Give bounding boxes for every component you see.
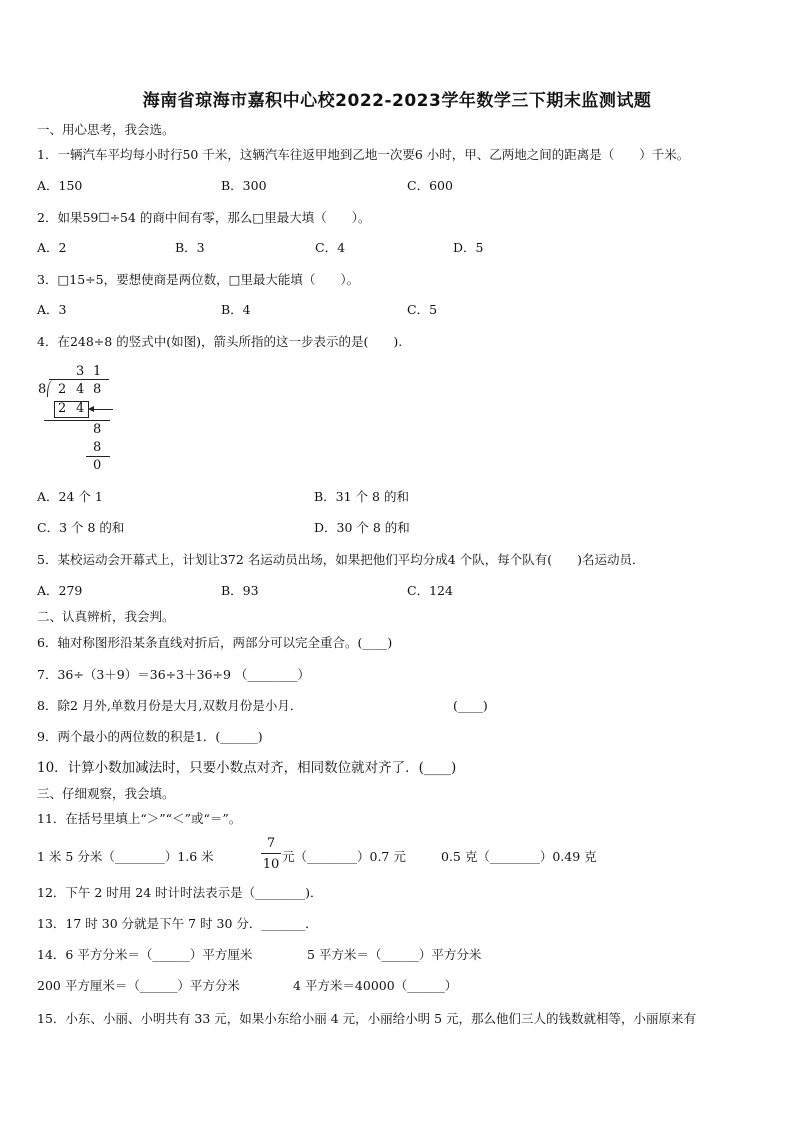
q4-option-b: B．31 个 8 的和 <box>314 489 409 504</box>
q8-answer-blank: (____) <box>453 698 488 713</box>
partial-product-digit: 2 <box>58 401 67 416</box>
question-5: 5．某校运动会开幕式上，计划让372 名运动员出场，如果把他们平均分成4 个队，每个队有( )名运动员． <box>37 552 645 567</box>
question-13: 13．17 时 30 分就是下午 7 时 30 分．_______． <box>37 916 318 931</box>
question-14-d: 4 平方米＝40000（______） <box>293 978 458 993</box>
question-1: 1．一辆汽车平均每小时行50 千米，这辆汽车往返甲地到乙地一次要6 小时，甲、乙两地之间的距离是（ ）千米。 <box>37 147 690 162</box>
question-4: 4．在248÷8 的竖式中(如图)，箭头所指的这一步表示的是( ). <box>37 334 403 349</box>
question-14-a: 14．6 平方分米＝（______）平方厘米 <box>37 947 253 962</box>
division-bar <box>49 379 109 380</box>
question-2: 2．如果59☐÷54 的商中间有零，那么□里最大填（ ）。 <box>37 210 371 225</box>
question-14-c: 200 平方厘米＝（______）平方分米 <box>37 978 240 993</box>
fraction-denominator: 10 <box>262 857 280 872</box>
q2-option-a: A．2 <box>37 240 67 255</box>
partial-product-digit: 4 <box>76 401 85 416</box>
fraction-bar <box>261 853 281 854</box>
q3-option-a: A．3 <box>37 302 67 317</box>
arrow-line <box>93 409 113 410</box>
section-heading-3: 三、仔细观察，我会填。 <box>37 786 175 801</box>
question-14-b: 5 平方米＝（______）平方分米 <box>307 947 482 962</box>
q4-option-c: C．3 个 8 的和 <box>37 520 125 535</box>
quotient-digit: 1 <box>93 364 102 379</box>
q3-option-c: C．5 <box>407 302 438 317</box>
question-15: 15．小东、小丽、小明共有 33 元，如果小东给小丽 4 元，小丽给小明 5 元，那么他们三人的钱数就相等，小丽原来有 <box>37 1011 697 1026</box>
question-9: 9．两个最小的两位数的积是1．(______) <box>37 729 263 744</box>
section-heading-2: 二、认真辨析，我会判。 <box>37 609 175 624</box>
partial-product-digit: 8 <box>93 440 102 455</box>
quotient-digit: 3 <box>76 364 85 379</box>
dividend-digit: 2 <box>58 382 67 397</box>
question-7: 7．36÷（3＋9）＝36÷3＋36÷9 （________） <box>37 667 310 682</box>
q3-option-b: B．4 <box>221 302 251 317</box>
division-bracket <box>47 379 54 397</box>
divisor: 8 <box>38 382 47 397</box>
q4-option-d: D．30 个 8 的和 <box>314 520 410 535</box>
q1-option-a: A．150 <box>37 178 83 193</box>
question-3: 3．□15÷5，要想使商是两位数，□里最大能填（ ）。 <box>37 272 360 287</box>
question-11: 11．在括号里填上“＞”“＜”或“＝”。 <box>37 811 242 826</box>
final-remainder: 0 <box>93 458 102 473</box>
q11-part-2: 元（________）0.7 元 <box>282 849 406 864</box>
q5-option-b: B．93 <box>221 583 259 598</box>
q11-part-3: 0.5 克（________）0.49 克 <box>441 849 597 864</box>
page-title: 海南省琼海市嘉积中心校2022-2023学年数学三下期末监测试题 <box>142 91 652 111</box>
remainder-digit: 8 <box>93 422 102 437</box>
question-8: 8．除2 月外,单数月份是大月,双数月份是小月． <box>37 698 303 713</box>
q2-option-c: C．4 <box>315 240 346 255</box>
question-6: 6．轴对称图形沿某条直线对折后，两部分可以完全重合。(____) <box>37 635 393 650</box>
subtraction-line <box>44 420 110 421</box>
question-12: 12．下午 2 时用 24 时计时法表示是（________)． <box>37 885 323 900</box>
q4-option-a: A．24 个 1 <box>37 489 103 504</box>
q5-option-a: A．279 <box>37 583 83 598</box>
q2-option-d: D．5 <box>453 240 484 255</box>
q5-option-c: C．124 <box>407 583 453 598</box>
dividend-digit: 4 <box>76 382 85 397</box>
fraction-numerator: 7 <box>266 836 276 851</box>
q2-option-b: B．3 <box>175 240 205 255</box>
long-division-diagram <box>36 364 126 476</box>
question-10: 10．计算小数加减法时，只要小数点对齐，相同数位就对齐了．(____) <box>37 760 457 776</box>
subtraction-line <box>86 456 110 457</box>
q1-option-c: C．600 <box>407 178 453 193</box>
section-heading-1: 一、用心思考，我会选。 <box>37 122 175 137</box>
q1-option-b: B．300 <box>221 178 267 193</box>
q11-part-1: 1 米 5 分米（________）1.6 米 <box>37 849 214 864</box>
dividend-digit: 8 <box>93 382 102 397</box>
